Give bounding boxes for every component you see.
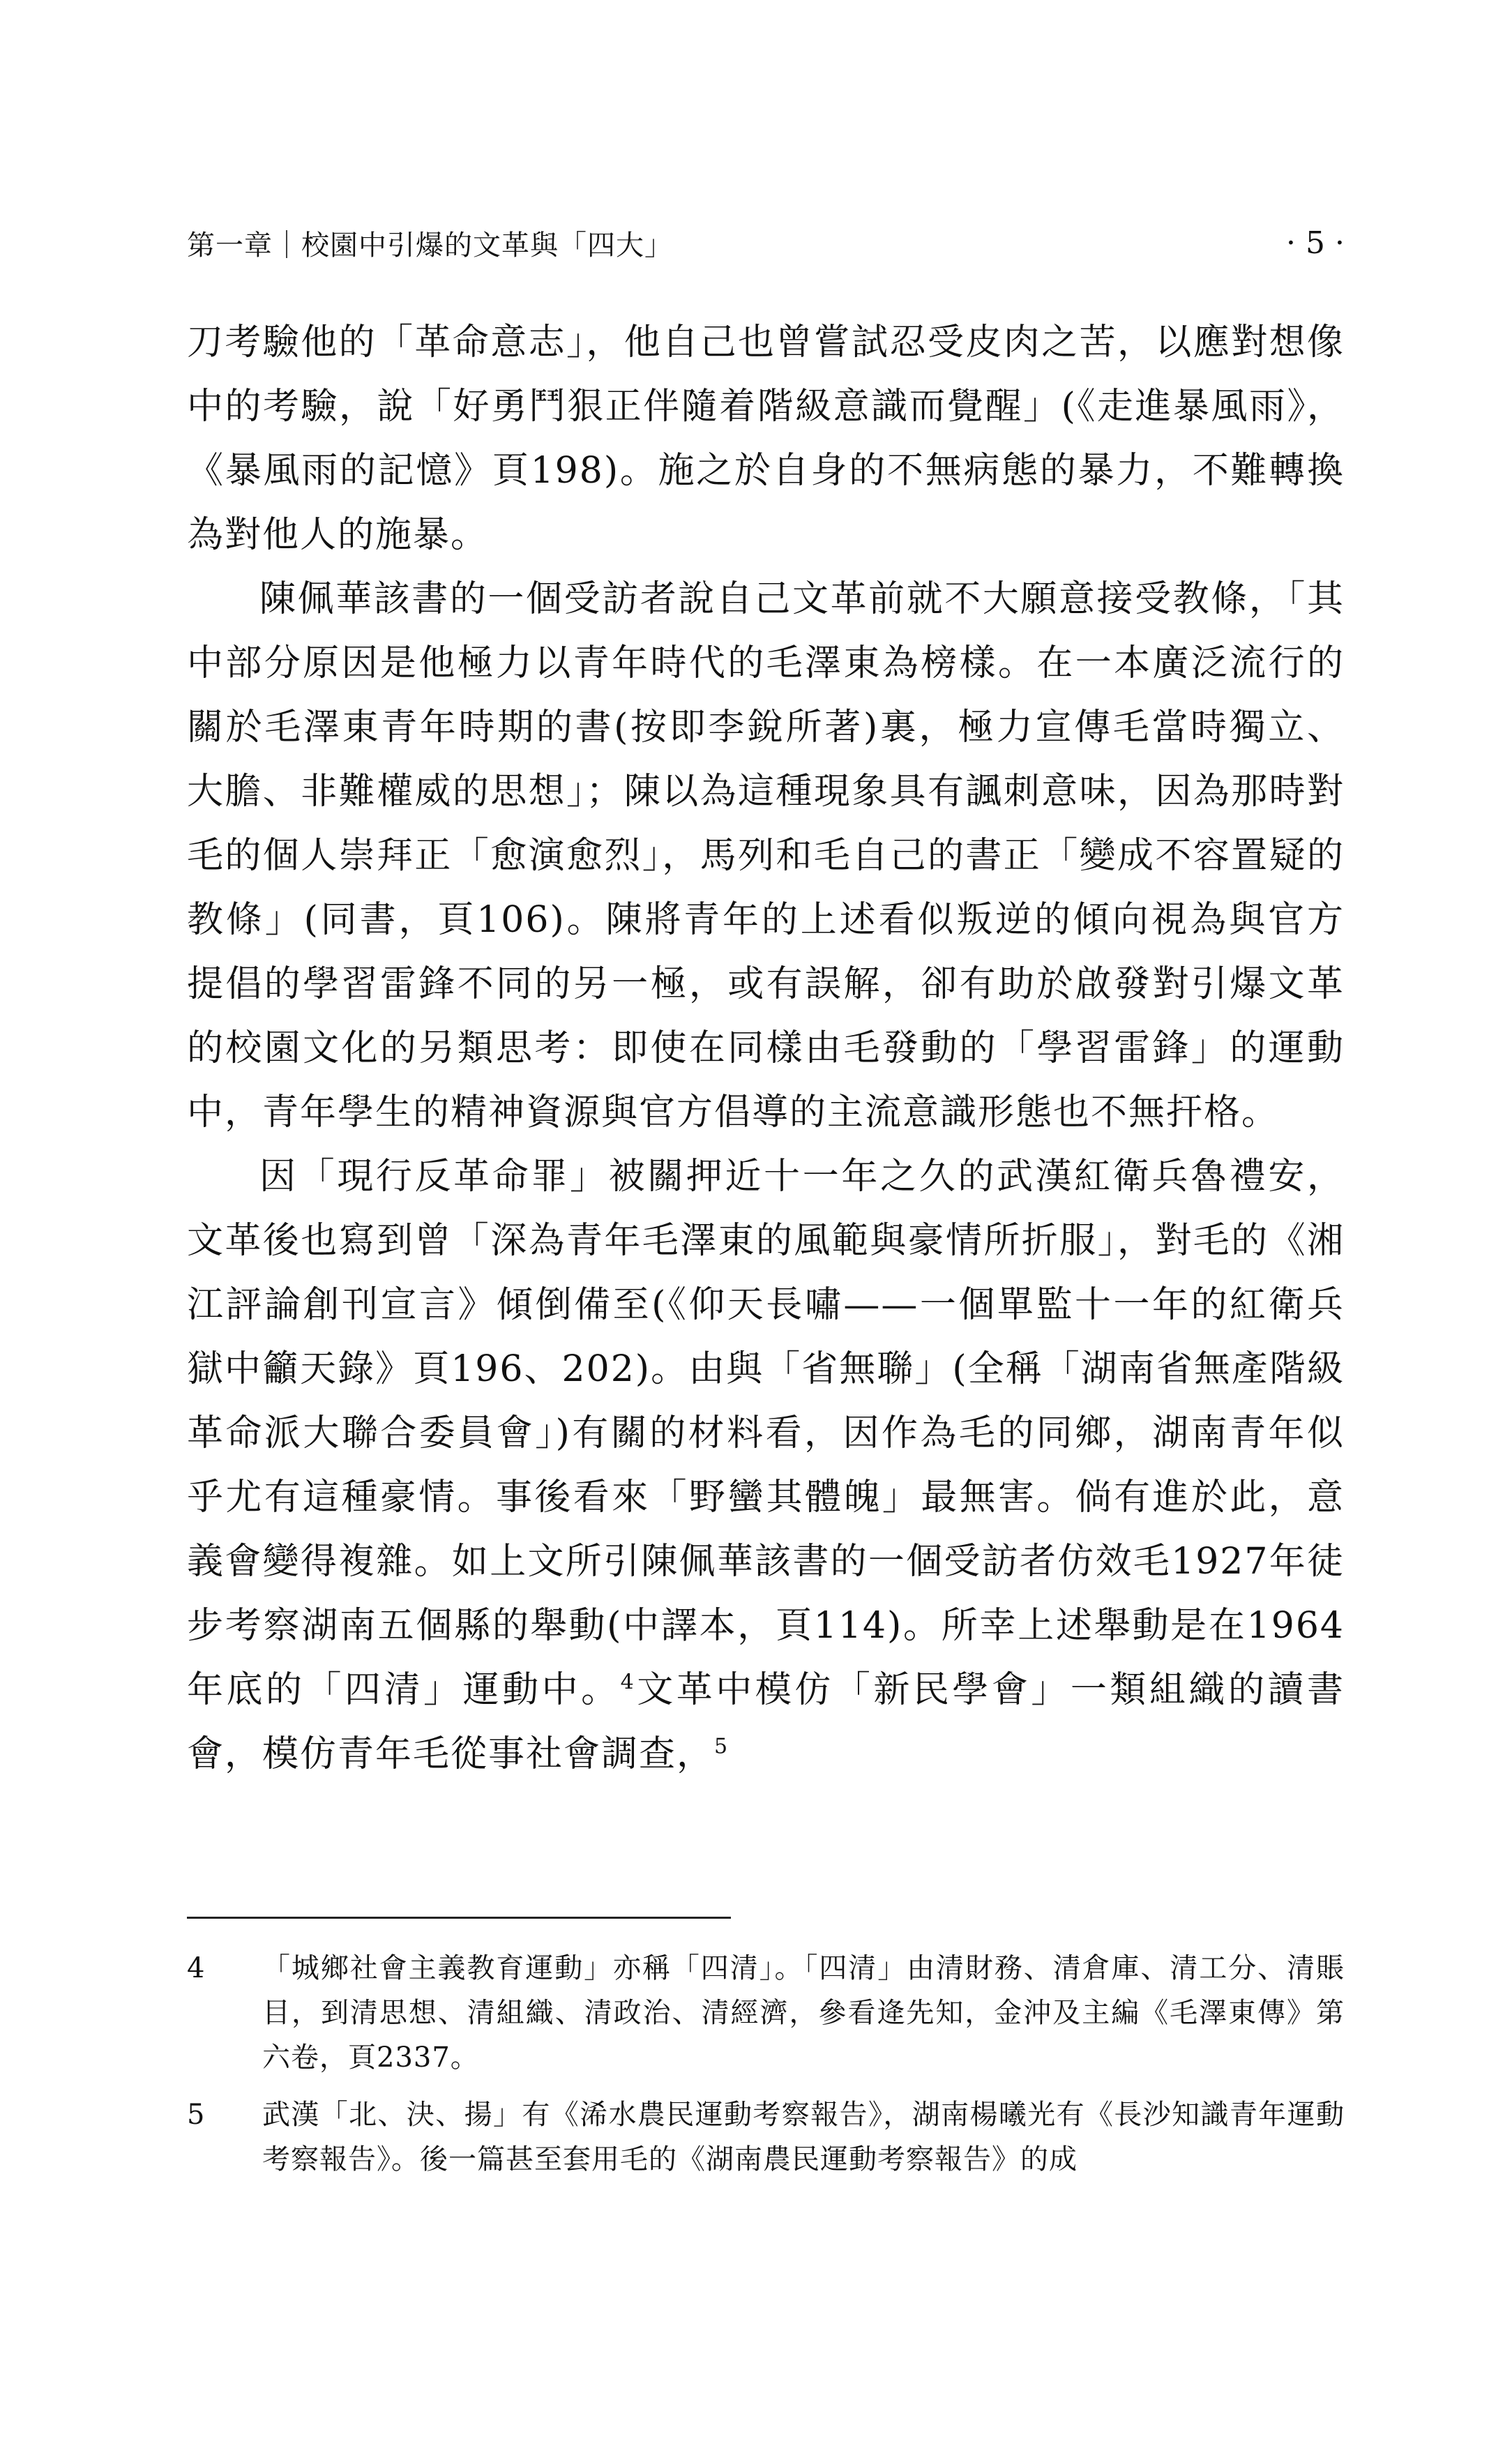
chapter-title: 第一章｜校園中引爆的文革與「四大」 [187,229,673,262]
paragraph-3-text: 因「現行反革命罪」被關押近十一年之久的武漢紅衛兵魯禮安，文革後也寫到曾「深為青年毛澤東的風範與豪情所折服」，對毛的《湘江評論創刊宣言》傾倒備至(《仰天長嘯——一個單監十一年的紅衛兵獄中籲天錄》頁196、202)。由與「省無聯」(全稱「湖南省無產階級革命派大聯合委員會」)有關的材料看，因作為毛的同鄉，湖南青年似乎尤有這種豪情。事後看來「野蠻其體魄」最無害。倘有進於此，意義會變得複雜。如上文所引陳佩華該書的一個受訪者仿效毛1927年徒步考察湖南五個縣的舉動(中譯本，頁114)。所幸上述舉動是在1964年底的「四清」運動中。 [187,1156,1345,1711]
main-text [187,310,1345,1786]
footnote-number: 5 [187,2099,206,2131]
footnote-ref-5[interactable]: 5 [714,1734,729,1759]
paragraph-3 [187,1145,1345,1786]
footnote-number: 4 [187,1952,206,1984]
footnotes [187,1946,1345,2194]
footnote-4 [187,1946,1345,2080]
footnote-ref-4[interactable]: 4 [620,1670,635,1695]
paragraph-2: 陳佩華該書的一個受訪者說自己文革前就不大願意接受教條，「其中部分原因是他極力以青年時代的毛澤東為榜樣。在一本廣泛流行的關於毛澤東青年時期的書(按即李銳所著)裏，極力宣傳毛當時獨立、大膽、非難權威的思想」；陳以為這種現象具有諷刺意味，因為那時對毛的個人崇拜正「愈演愈烈」，馬列和毛自己的書正「變成不容置疑的教條」(同書，頁106)。陳將青年的上述看似叛逆的傾向視為與官方提倡的學習雷鋒不同的另一極，或有誤解，卻有助於啟發對引爆文革的校園文化的另類思考：即使在同樣由毛發動的「學習雷鋒」的運動中，青年學生的精神資源與官方倡導的主流意識形態也不無扞格。 [187,578,1345,1133]
footnote-text: 武漢「北、決、揚」有《浠水農民運動考察報告》，湖南楊曦光有《長沙知識青年運動考察報告》。後一篇甚至套用毛的《湖南農民運動考察報告》的成 [262,2099,1345,2175]
paragraph-1: 刀考驗他的「革命意志」，他自己也曾嘗試忍受皮肉之苦，以應對想像中的考驗，說「好勇鬥狠正伴隨着階級意識而覺醒」(《走進暴風雨》，《暴風雨的記憶》頁198)。施之於自身的不無病態的暴力，不難轉換為對他人的施暴。 [187,322,1345,556]
footnote-divider [187,1917,731,1919]
running-header [187,222,1345,264]
paragraph-3-text-continued: 文革中模仿「新民學會」一類組織的讀書會，模仿青年毛從事社會調查， [187,1669,1345,1775]
footnote-text: 「城鄉社會主義教育運動」亦稱「四清」。「四清」由清財務、清倉庫、清工分、清賬目，到清思想、清組織、清政治、清經濟，參看逄先知，金沖及主編《毛澤東傳》第六卷，頁2337。 [262,1952,1345,2074]
page-number: · 5 · [1286,225,1345,261]
footnote-5 [187,2092,1345,2182]
